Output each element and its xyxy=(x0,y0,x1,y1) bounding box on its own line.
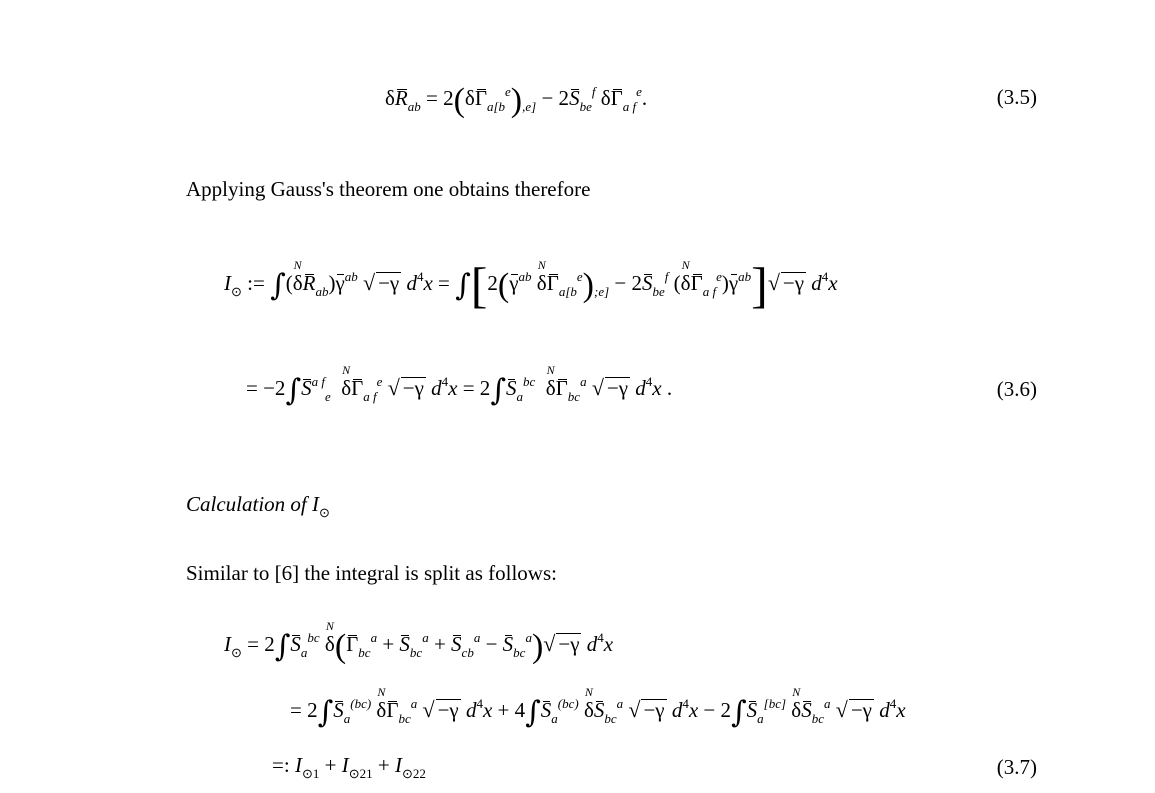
heading-calculation: Calculation of $I_⊙$ xyxy=(186,492,330,520)
equation-number-3-7: (3.7) xyxy=(996,755,1037,779)
paragraph-gauss: Applying Gauss's theorem one obtains therefore xyxy=(186,177,591,201)
equation-number-3-5: (3.5) xyxy=(996,85,1037,109)
equation-3-6-line-1: $I_⊙$ := ∫( N $\delta R_{ab})\gamma^{ab}$ √ −γ $d^4x = \int[2(\gamma^{ab}$ N $\delta\Gamma_{a[b}^e)_{;e]} - 2S_{be}^f$ ( N $\delta\Gamma_{a f}^e)\gamma^{ab}]√ -\gamma$ $d^4x$ xyxy=(224,257,838,313)
equation-3-6-line-2: = $-2\int S^{a f}_e$ N $\delta\Gamma_{a f}^e$ √ −γ $d^4x = 2\int S_a^{bc}$ N $\delta\Gamma_{bc}^a$ √ −γ $d^4x$ . xyxy=(246,363,673,408)
equation-number-3-6: (3.6) xyxy=(996,377,1037,401)
heading-calculation-text: Calculation of I xyxy=(186,492,319,516)
equation-3-7-line-2: = $2\int S_a^{(bc)}$ N $\delta\Gamma_{bc}^a$ √ −γ $d^4x + 4\int S_a^{(bc)}$ N $\delta S_{bc}^a$ √ −γ $d^4x - 2\int S_a[bc]$ N $\delta S_{bc}^a$ √ −γ $d^4x$ xyxy=(290,685,906,730)
paragraph-split: Similar to [6] the integral is split as follows: xyxy=(186,561,557,585)
equation-3-5: $\delta R_{ab} = 2(\delta\Gamma_{a[b}^e)_{,e]} - 2S_{be}^f$ $\delta\Gamma_{a f}^e$. xyxy=(385,82,648,119)
equation-3-7-line-3: =: $I_{⊙1} + I_{⊙21} + I_{⊙22}$ xyxy=(272,753,426,781)
equation-3-7-line-1: $I_⊙ = 2\int S_a^{bc}$ N $\delta(\Gamma_{bc}^a + S_{bc}^a + S_{cb}^a - S_{bc}^a)√ -\gamma$ $d^4x$ xyxy=(224,619,614,665)
